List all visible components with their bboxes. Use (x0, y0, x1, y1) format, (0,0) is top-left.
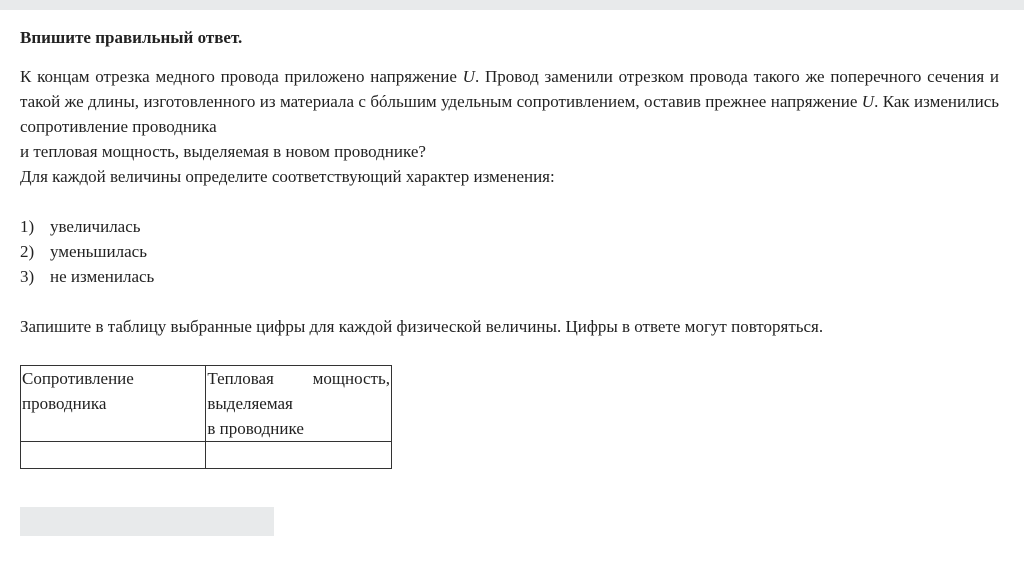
voltage-variable-2: U (861, 92, 875, 111)
paragraph-part3: . Как изменились сопротивление проводника (20, 92, 999, 136)
task-content (20, 25, 999, 339)
option-number: 1) (20, 217, 35, 236)
options-list (20, 214, 999, 289)
list-item (20, 264, 999, 289)
top-bar (0, 0, 1024, 10)
header-resistance-line2: проводника (22, 394, 107, 413)
header-power (206, 366, 392, 442)
option-label: не изменилась (50, 267, 155, 286)
header-resistance (21, 366, 206, 442)
option-label: уменьшилась (50, 242, 147, 261)
answer-cell-power[interactable] (206, 442, 392, 469)
voltage-variable: U (462, 67, 475, 86)
table-answer-row (21, 442, 392, 469)
option-number: 3) (20, 267, 35, 286)
header-power-word1: Тепловая (207, 369, 274, 388)
header-resistance-line1: Сопротивление (22, 369, 134, 388)
record-instruction: Запишите в таблицу выбранные цифры для каждой физической величины. Цифры в ответе могут повторяться. (20, 317, 824, 336)
paragraph-part2: . Провод заменили отрезком провода такого же поперечного сечения и такой же длины, изготовленного из материала с бóльшим удельным сопротивлением, оставив прежнее напряжение (20, 67, 999, 111)
answer-table (20, 365, 392, 469)
option-number: 2) (20, 242, 35, 261)
task-instruction: Впишите правильный ответ. (20, 28, 243, 47)
header-power-line3: в проводнике (207, 419, 304, 438)
list-item (20, 214, 999, 239)
answer-input-power[interactable] (207, 443, 391, 468)
list-item (20, 239, 999, 264)
header-power-word2: мощность, (312, 369, 390, 388)
answer-input-resistance[interactable] (22, 443, 205, 468)
answer-cell-resistance[interactable] (21, 442, 206, 469)
table-header-row (21, 366, 392, 442)
paragraph-part1: К концам отрезка медного провода приложено напряжение (20, 67, 463, 86)
option-label: увеличилась (50, 217, 141, 236)
header-power-line2: выделяемая (207, 394, 293, 413)
task-line-3: Для каждой величины определите соответствующий характер изменения: (20, 167, 555, 186)
submit-button-area[interactable] (20, 507, 274, 536)
task-line-2: и тепловая мощность, выделяемая в новом проводнике? (20, 142, 426, 161)
header-power-line1 (207, 366, 391, 391)
task-paragraph (20, 64, 999, 139)
